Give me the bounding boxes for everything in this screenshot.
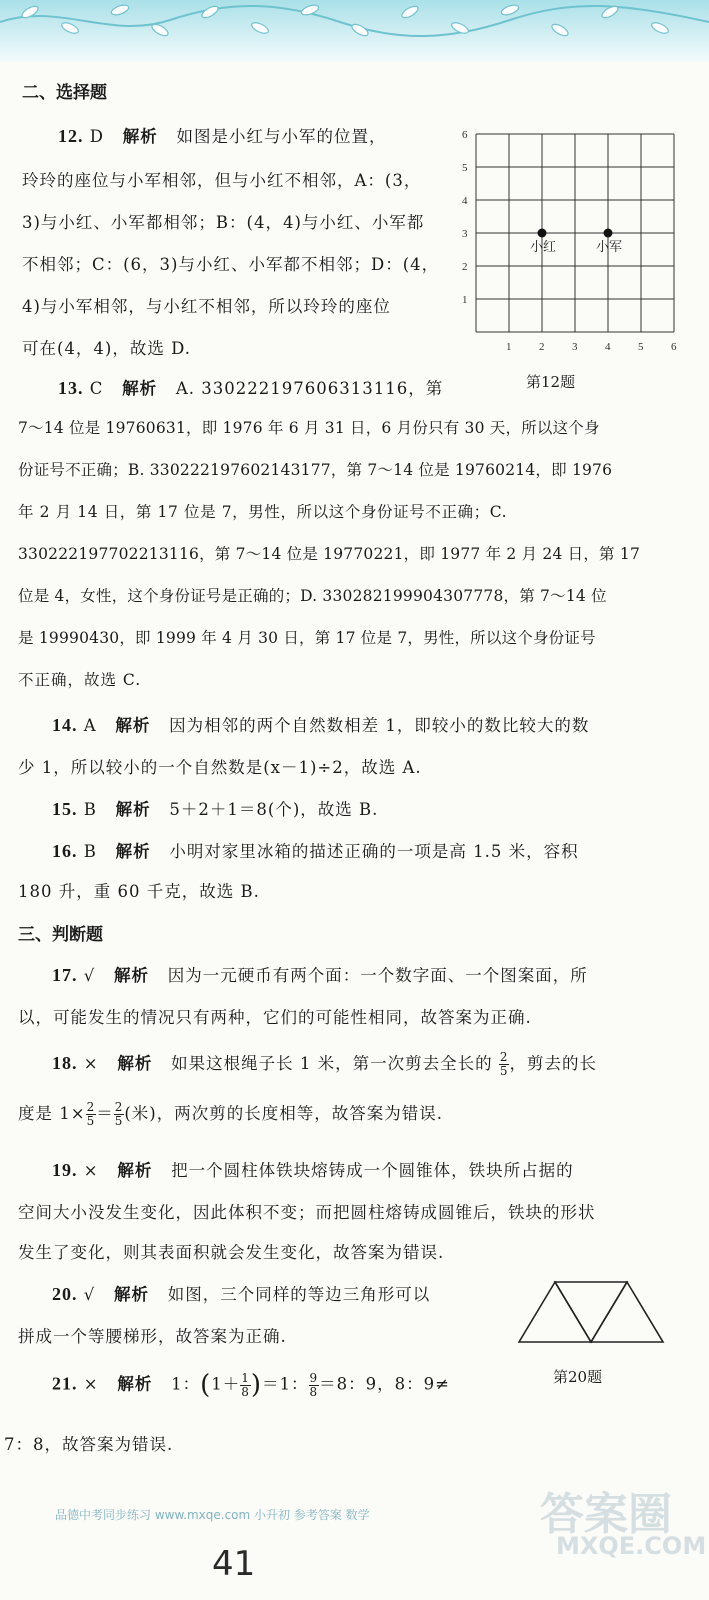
analysis-text: 把一个圆柱体铁块熔铸成一个圆锥体，铁块所占据的 xyxy=(171,1161,574,1180)
watermark-logo: 答案圈 xyxy=(540,1489,672,1540)
analysis-text: 5＋2＋1＝8(个)，故选 B. xyxy=(169,800,379,819)
analysis-text: 如果这根绳子长 1 米，第一次剪去全长的 xyxy=(171,1054,493,1073)
fraction-two-fifths: $\frac{2}{5}$ xyxy=(86,1100,96,1128)
y-tick-label: 3 xyxy=(462,228,468,240)
question-14-header xyxy=(52,712,589,736)
triangle-right xyxy=(591,1282,663,1342)
answer-mark: √ xyxy=(83,1285,96,1304)
analysis-text: 小明对家里冰箱的描述正确的一项是高 1.5 米，容积 xyxy=(169,842,579,861)
question-number: 19. xyxy=(52,1160,78,1180)
decorative-banner xyxy=(0,0,709,62)
x-tick-label: 6 xyxy=(671,341,677,353)
question-15-header xyxy=(52,796,378,820)
triangle-middle xyxy=(555,1282,627,1342)
fraction-two-fifths: $\frac{2}{5}$ xyxy=(499,1050,509,1078)
question-14-line: 少 1，所以较小的一个自然数是(x－1)÷2，故选 A. xyxy=(18,758,422,777)
question-19-header xyxy=(52,1157,574,1181)
question-16-header xyxy=(52,838,579,862)
y-tick-label: 5 xyxy=(462,162,468,174)
question-21-line: 7：8，故答案为错误. xyxy=(4,1435,174,1454)
question-13-line: 不正确，故选 C. xyxy=(18,671,142,689)
grid-point xyxy=(538,229,547,238)
question-13-line: 是 19990430，即 1999 年 4 月 30 日，第 17 位是 7，男性，所以这个身份证号 xyxy=(18,629,596,647)
question-number: 14. xyxy=(52,715,78,735)
y-tick-label: 2 xyxy=(462,261,468,273)
question-12-line: 4)与小军相邻，与小红不相邻，所以玲玲的座位 xyxy=(22,297,391,316)
analysis-label: 解析 xyxy=(117,1374,153,1394)
x-tick-label: 4 xyxy=(605,341,611,353)
question-12-line: 3)与小红、小军都相邻；B：(4，4)与小红、小军都 xyxy=(22,213,425,232)
answer-mark: × xyxy=(83,1374,99,1394)
analysis-label: 解析 xyxy=(114,966,150,985)
x-tick-label: 1 xyxy=(506,341,512,353)
question-20-header xyxy=(52,1281,430,1305)
answer-mark: × xyxy=(83,1161,99,1180)
fraction-two-fifths: $\frac{2}{5}$ xyxy=(114,1100,124,1128)
analysis-label: 解析 xyxy=(115,800,151,819)
question-17-line: 以，可能发生的情况只有两种，它们的可能性相同，故答案为正确. xyxy=(18,1008,532,1027)
grid-point-label: 小红 xyxy=(530,240,557,255)
y-tick-label: 4 xyxy=(462,195,468,207)
grid-points xyxy=(530,229,622,256)
question-number: 16. xyxy=(52,841,78,861)
question-16-line: 180 升，重 60 千克，故选 B. xyxy=(18,882,260,901)
answer-letter: B xyxy=(83,842,97,861)
question-13-line: 位是 4，女性，这个身份证号是正确的；D. 330282199904307778，第 7～14 位 xyxy=(18,587,607,605)
analysis-label: 解析 xyxy=(115,842,151,861)
grid-lines xyxy=(476,134,674,332)
answer-letter: A xyxy=(83,716,97,735)
figure-12-caption: 第12题 xyxy=(526,373,576,391)
triangle-left xyxy=(519,1282,591,1342)
question-20-line: 拼成一个等腰梯形，故答案为正确. xyxy=(18,1327,287,1346)
analysis-text: ，剪去的长 xyxy=(509,1054,597,1073)
question-number: 18. xyxy=(52,1053,78,1073)
grid-point xyxy=(604,229,613,238)
question-number: 13. xyxy=(58,378,84,398)
x-tick-label: 5 xyxy=(638,341,644,353)
analysis-text: 如图，三个同样的等边三角形可以 xyxy=(167,1285,431,1304)
fraction-nine-eighths: $\frac{9}{8}$ xyxy=(309,1370,319,1399)
grid-tick-labels xyxy=(462,129,677,353)
answer-letter: D xyxy=(89,127,104,146)
y-tick-label: 1 xyxy=(462,294,468,306)
grid-point-label: 小军 xyxy=(596,240,623,255)
analysis-label: 解析 xyxy=(115,716,151,735)
x-tick-label: 2 xyxy=(539,341,545,353)
analysis-label: 解析 xyxy=(122,379,158,398)
question-13-line: 330222197702213116，第 7～14 位是 19770221，即 1977 年 2 月 24 日，第 17 xyxy=(18,545,641,563)
analysis-text: 如图是小红与小军的位置， xyxy=(176,127,387,146)
question-number: 21. xyxy=(52,1373,78,1394)
question-12-line: 可在(4，4)，故选 D. xyxy=(22,339,192,358)
question-18-header xyxy=(52,1050,597,1078)
question-number: 15. xyxy=(52,799,78,819)
analysis-label: 解析 xyxy=(117,1054,153,1073)
x-tick-label: 3 xyxy=(572,341,578,353)
analysis-label: 解析 xyxy=(117,1161,153,1180)
analysis-text: 因为相邻的两个自然数相差 1，即较小的数比较大的数 xyxy=(169,716,590,735)
question-13-header xyxy=(58,375,443,399)
analysis-label: 解析 xyxy=(122,127,158,146)
trapezoid-figure xyxy=(515,1278,665,1346)
question-13-line: 7～14 位是 19760631，即 1976 年 6 月 31 日，6 月份只有 30 天，所以这个身 xyxy=(18,419,600,437)
question-21-header: 21. × 解析 1：(1＋ $\frac{1}{8}$ )＝1： $\frac{9}{8}$ ＝8：9，8：9≠ xyxy=(52,1370,450,1400)
section-heading-judge: 三、判断题 xyxy=(18,925,103,945)
question-19-line: 空间大小没发生变化，因此体积不变；而把圆柱熔铸成圆锥后，铁块的形状 xyxy=(18,1203,596,1222)
page-number: 41 xyxy=(212,1544,256,1584)
question-13-line: 份证号不正确；B. 330222197602143177，第 7～14 位是 19760214，即 1976 xyxy=(18,461,613,479)
question-number: 20. xyxy=(52,1284,78,1304)
question-18-line: 度是 1× $\frac{2}{5}$ ＝ $\frac{2}{5}$ (米)，两次剪的长度相等，故答案为错误. xyxy=(18,1100,443,1128)
question-12-header xyxy=(58,123,386,147)
question-number: 17. xyxy=(52,965,78,985)
question-12-line: 玲玲的座位与小军相邻，但与小红不相邻，A：(3， xyxy=(22,171,422,190)
question-12-grid-figure xyxy=(452,118,692,358)
answer-letter: C xyxy=(89,379,104,398)
analysis-label: 解析 xyxy=(114,1285,150,1304)
figure-20-caption: 第20题 xyxy=(553,1368,603,1386)
question-17-header xyxy=(52,962,588,986)
question-12-line: 不相邻；C：(6，3)与小红、小军都不相邻；D：(4， xyxy=(22,255,440,274)
question-number: 12. xyxy=(58,126,84,146)
watermark-url: MXQE.COM xyxy=(556,1532,707,1560)
question-19-line: 发生了变化，则其表面积就会发生变化，故答案为错误. xyxy=(18,1243,445,1262)
answer-mark: × xyxy=(83,1054,99,1073)
analysis-text: 因为一元硬币有两个面：一个数字面、一个图案面，所 xyxy=(167,966,588,985)
analysis-text: A. 330222197606313116，第 xyxy=(175,379,444,398)
answer-mark: √ xyxy=(83,966,96,985)
question-13-line: 年 2 月 14 日，第 17 位是 7，男性，所以这个身份证号不正确；C. xyxy=(18,503,508,521)
answer-letter: B xyxy=(83,800,97,819)
section-heading-choice: 二、选择题 xyxy=(22,83,107,103)
footer-text: 品德中考同步练习 www.mxqe.com 小升初 参考答案 数学 xyxy=(55,1508,370,1522)
fraction-one-eighth: $\frac{1}{8}$ xyxy=(241,1370,250,1399)
y-tick-label: 6 xyxy=(462,129,468,141)
